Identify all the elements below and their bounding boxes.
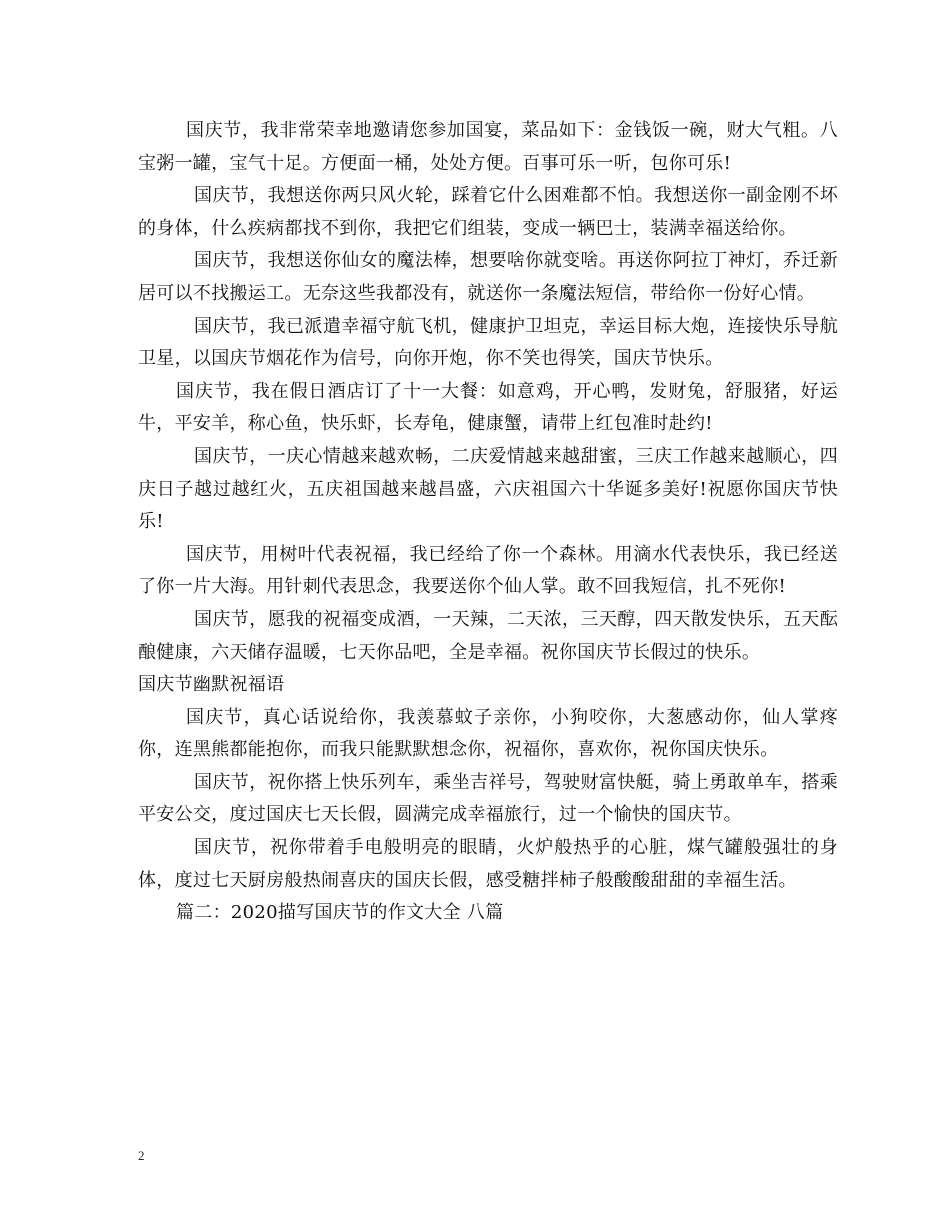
- paragraph-happiness-fleet: 国庆节，我已派遣幸福守航飞机，健康护卫坦克，幸运目标大炮，连接快乐导航卫星，以国庆节烟花作为信号，向你开炮，你不笑也得笑，国庆节快乐。: [138, 315, 838, 370]
- section-heading-part-two: 篇二：2020描写国庆节的作文大全 八篇: [176, 902, 504, 924]
- document-body: [138, 115, 838, 930]
- paragraph-wind-fire-wheels: 国庆节，我想送你两只风火轮，踩着它什么困难都不怕。我想送你一副金刚不坏的身体，什么疾病都找不到你，我把它们组装，变成一辆巴士，装满幸福送给你。: [138, 185, 838, 239]
- page-number: 2: [138, 1148, 145, 1163]
- paragraph-six-celebrations: 国庆节，一庆心情越来越欢畅，二庆爱情越来越甜蜜，三庆工作越来越顺心，四庆日子越过越红火，五庆祖国越来越昌盛，六庆祖国六十华诞多美好!祝愿你国庆节快乐!: [138, 445, 838, 533]
- paragraph-true-words: 国庆节，真心话说给你，我羡慕蚊子亲你，小狗咬你，大葱感动你，仙人掌疼你，连黑熊都能抱你，而我只能默默想念你，祝福你，喜欢你，祝你国庆快乐。: [138, 706, 838, 761]
- section-heading-humor: 国庆节幽默祝福语: [138, 674, 285, 696]
- paragraph-magic-wand: 国庆节，我想送你仙女的魔法棒，想要啥你就变啥。再送你阿拉丁神灯，乔迁新居可以不找搬运工。无奈这些我都没有，就送你一条魔法短信，带给你一份好心情。: [138, 250, 838, 304]
- paragraph-bright-eyes: 国庆节，祝你带着手电般明亮的眼睛，火炉般热乎的心脏，煤气罐般强壮的身体，度过七天厨房般热闹喜庆的国庆长假，感受糖拌柿子般酸酸甜甜的幸福生活。: [138, 837, 838, 891]
- paragraph-holiday-feast: 国庆节，我在假日酒店订了十一大餐：如意鸡，开心鸭，发财兔，舒服猪，好运牛，平安羊，称心鱼，快乐虾，长寿龟，健康蟹，请带上红包准时赴约!: [138, 380, 838, 435]
- paragraph-happy-train: 国庆节，祝你搭上快乐列车，乘坐吉祥号，驾驶财富快艇，骑上勇敢单车，搭乘平安公交，度过国庆七天长假，圆满完成幸福旅行，过一个愉快的国庆节。: [138, 771, 838, 826]
- paragraph-blessing-wine: 国庆节，愿我的祝福变成酒，一天辣，二天浓，三天醇，四天散发快乐，五天酝酿健康，六天储存温暖，七天你品吧，全是幸福。祝你国庆节长假过的快乐。: [138, 608, 838, 663]
- paragraph-leaves-blessing: 国庆节，用树叶代表祝福，我已经给了你一个森林。用滴水代表快乐，我已经送了你一片大海。用针刺代表思念，我要送你个仙人掌。敢不回我短信，扎不死你!: [138, 543, 838, 598]
- paragraph-state-banquet: 国庆节，我非常荣幸地邀请您参加国宴，菜品如下：金钱饭一碗，财大气粗。八宝粥一罐，宝气十足。方便面一桶，处处方便。百事可乐一听，包你可乐!: [138, 120, 838, 174]
